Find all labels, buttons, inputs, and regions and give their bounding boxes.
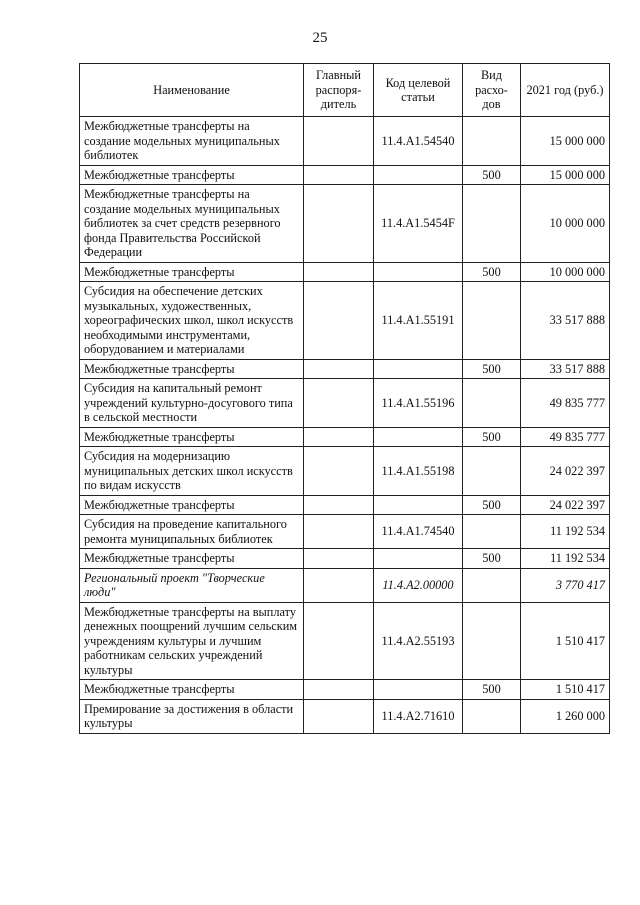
cell-amount: 49 835 777 (521, 427, 610, 447)
header-code: Код целевой статьи (374, 64, 463, 117)
cell-admin (304, 379, 374, 428)
cell-amount: 10 000 000 (521, 262, 610, 282)
cell-amount: 11 192 534 (521, 549, 610, 569)
table-row (80, 379, 610, 428)
cell-admin (304, 117, 374, 166)
cell-code (374, 680, 463, 700)
table-header-row (80, 64, 610, 117)
cell-amount: 10 000 000 (521, 185, 610, 263)
cell-admin (304, 165, 374, 185)
cell-code: 11.4.A1.5454F (374, 185, 463, 263)
cell-type (463, 568, 521, 602)
cell-name: Региональный проект "Творческие люди" (80, 568, 304, 602)
cell-admin (304, 495, 374, 515)
cell-amount: 15 000 000 (521, 165, 610, 185)
table-row (80, 568, 610, 602)
cell-name: Субсидия на капитальный ремонт учреждений культурно-досугового типа в сельской местности (80, 379, 304, 428)
cell-amount: 49 835 777 (521, 379, 610, 428)
cell-type: 500 (463, 495, 521, 515)
cell-amount: 15 000 000 (521, 117, 610, 166)
cell-type (463, 117, 521, 166)
table-row (80, 602, 610, 680)
cell-name: Премирование за достижения в области культуры (80, 699, 304, 733)
table-row (80, 117, 610, 166)
header-amount: 2021 год (руб.) (521, 64, 610, 117)
cell-name: Межбюджетные трансферты (80, 359, 304, 379)
cell-code: 11.4.A2.71610 (374, 699, 463, 733)
table-row (80, 447, 610, 496)
budget-table (79, 63, 610, 734)
cell-amount: 3 770 417 (521, 568, 610, 602)
cell-name: Межбюджетные трансферты (80, 165, 304, 185)
table-row (80, 680, 610, 700)
table-body (80, 117, 610, 734)
table-row (80, 282, 610, 360)
cell-type: 500 (463, 359, 521, 379)
cell-name: Субсидия на модернизацию муниципальных детских школ искусств по видам искусств (80, 447, 304, 496)
cell-code (374, 495, 463, 515)
cell-admin (304, 262, 374, 282)
cell-code: 11.4.A1.74540 (374, 515, 463, 549)
cell-type (463, 515, 521, 549)
cell-type (463, 185, 521, 263)
cell-admin (304, 359, 374, 379)
cell-name: Субсидия на проведение капитального ремонта муниципальных библиотек (80, 515, 304, 549)
table-row (80, 515, 610, 549)
header-admin: Главный распоря-дитель (304, 64, 374, 117)
cell-code: 11.4.A1.55196 (374, 379, 463, 428)
cell-admin (304, 680, 374, 700)
cell-amount: 1 510 417 (521, 680, 610, 700)
cell-admin (304, 549, 374, 569)
cell-admin (304, 515, 374, 549)
cell-type (463, 379, 521, 428)
cell-type: 500 (463, 549, 521, 569)
table-row (80, 699, 610, 733)
header-type: Вид расхо-дов (463, 64, 521, 117)
cell-name: Межбюджетные трансферты на создание модельных муниципальных библиотек за счет средств резервного фонда Правительства Российской Федерации (80, 185, 304, 263)
cell-type (463, 602, 521, 680)
cell-type: 500 (463, 680, 521, 700)
table-row (80, 359, 610, 379)
cell-amount: 24 022 397 (521, 447, 610, 496)
table-row (80, 427, 610, 447)
cell-amount: 24 022 397 (521, 495, 610, 515)
cell-amount: 33 517 888 (521, 359, 610, 379)
cell-code (374, 427, 463, 447)
cell-code: 11.4.A2.55193 (374, 602, 463, 680)
cell-code (374, 262, 463, 282)
cell-code (374, 359, 463, 379)
cell-type: 500 (463, 427, 521, 447)
cell-code (374, 549, 463, 569)
cell-name: Межбюджетные трансферты (80, 680, 304, 700)
page-number: 25 (312, 30, 328, 46)
cell-amount: 1 260 000 (521, 699, 610, 733)
cell-type: 500 (463, 165, 521, 185)
cell-admin (304, 568, 374, 602)
header-name: Наименование (80, 64, 304, 117)
cell-type (463, 282, 521, 360)
cell-code (374, 165, 463, 185)
cell-admin (304, 699, 374, 733)
cell-name: Межбюджетные трансферты на создание модельных муниципальных библиотек (80, 117, 304, 166)
cell-name: Межбюджетные трансферты (80, 549, 304, 569)
cell-name: Межбюджетные трансферты (80, 427, 304, 447)
cell-admin (304, 602, 374, 680)
cell-code: 11.4.A1.55198 (374, 447, 463, 496)
cell-type (463, 699, 521, 733)
cell-amount: 11 192 534 (521, 515, 610, 549)
table-row (80, 495, 610, 515)
cell-admin (304, 282, 374, 360)
cell-name: Межбюджетные трансферты (80, 495, 304, 515)
cell-code: 11.4.A1.54540 (374, 117, 463, 166)
cell-admin (304, 447, 374, 496)
table-row (80, 165, 610, 185)
cell-name: Субсидия на обеспечение детских музыкальных, художественных, хореографических школ, школ искусств необходимыми инструментами, оборудованием и материалами (80, 282, 304, 360)
cell-amount: 33 517 888 (521, 282, 610, 360)
cell-type (463, 447, 521, 496)
cell-name: Межбюджетные трансферты (80, 262, 304, 282)
cell-admin (304, 185, 374, 263)
cell-code: 11.4.A1.55191 (374, 282, 463, 360)
table-row (80, 549, 610, 569)
table-row (80, 185, 610, 263)
cell-code: 11.4.A2.00000 (374, 568, 463, 602)
cell-name: Межбюджетные трансферты на выплату денежных поощрений лучшим сельским учреждениям культуры и лучшим работникам сельских учреждений культуры (80, 602, 304, 680)
cell-admin (304, 427, 374, 447)
cell-type: 500 (463, 262, 521, 282)
table-row (80, 262, 610, 282)
cell-amount: 1 510 417 (521, 602, 610, 680)
